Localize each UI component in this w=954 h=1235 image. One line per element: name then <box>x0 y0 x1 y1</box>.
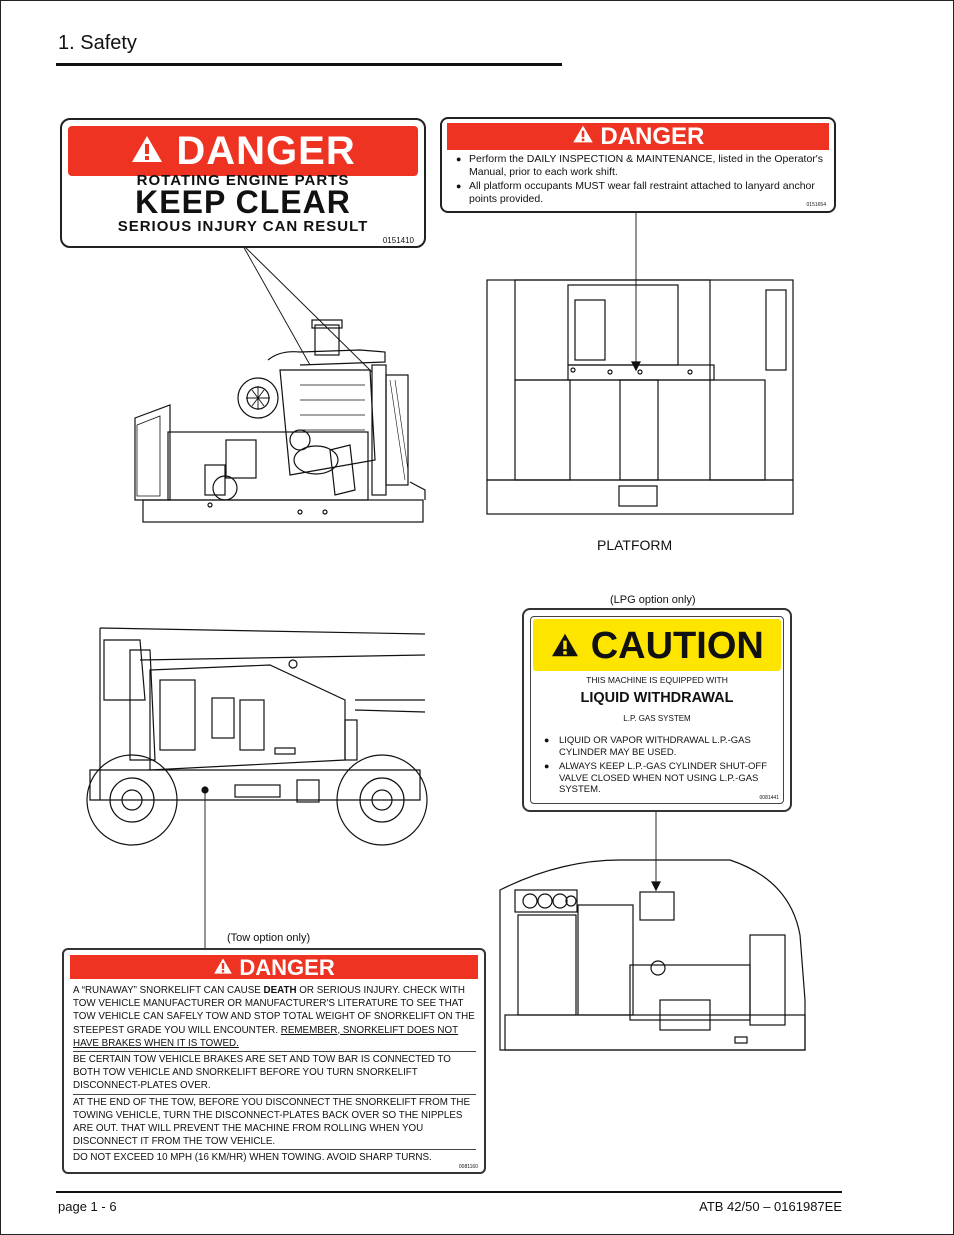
tow-danger-label <box>62 948 486 1174</box>
platform-caption: PLATFORM <box>597 537 673 553</box>
lpg-note: (LPG option only) <box>610 594 696 606</box>
paragraph-3: AT THE END OF THE TOW, BEFORE YOU DISCONNECT THE SNORKELIFT FROM THE TOWING VEHICLE, TURN THE DISCONNECT-PLATES BACK OVER SO THE NIPPLES ARE OUT. THAT WILL PREVENT THE MACHINE FROM ROLLING WHEN YOU DISCONNECT IT FROM THE TOW VEHICLE. <box>73 1094 476 1149</box>
label-line-3: SERIOUS INJURY CAN RESULT <box>117 218 369 235</box>
lpg-caution-label <box>522 608 792 812</box>
danger-header <box>447 123 829 150</box>
label-code: 0151654 <box>806 202 826 208</box>
label-code: 0151410 <box>382 236 414 245</box>
signal-word: CAUTION <box>590 625 764 667</box>
paragraph-2: BE CERTAIN TOW VEHICLE BRAKES ARE SET AND TOW BAR IS CONNECTED TO BOTH TOW VEHICLE AND SNORKELIFT BEFORE YOU TURN SNORKELIFT DISCONNECT-PLATES OVER. <box>73 1051 476 1093</box>
document-id: ATB 42/50 – 0161987EE <box>699 1199 842 1214</box>
danger-header <box>68 126 418 176</box>
caution-inner <box>530 616 784 804</box>
paragraph-4: DO NOT EXCEED 10 MPH (16 KM/HR) WHEN TOWING. AVOID SHARP TURNS. <box>73 1149 476 1164</box>
caution-line-3: L.P. GAS SYSTEM <box>623 714 691 723</box>
label-line-2: KEEP CLEAR <box>135 184 351 220</box>
platform-drawing <box>487 280 793 514</box>
caution-line-1: THIS MACHINE IS EQUIPPED WITH <box>586 675 728 685</box>
engine-drawing <box>135 320 425 522</box>
signal-word: DANGER <box>600 123 705 150</box>
warning-triangle-icon <box>213 955 233 980</box>
label-code: 0081160 <box>458 1164 478 1170</box>
paragraph-1 <box>73 984 476 1050</box>
platform-danger-label <box>440 117 836 213</box>
page-number: page 1 - 6 <box>58 1199 117 1214</box>
tow-note: (Tow option only) <box>227 932 311 944</box>
label-body <box>73 984 476 1166</box>
text-underlined: REMEMBER, SNORKELIFT DOES NOT HAVE BRAKES WHEN IT IS TOWED. <box>73 1024 459 1049</box>
bullet-item: ● ALWAYS KEEP L.P.-GAS CYLINDER SHUT-OFF VALVE CLOSED WHEN NOT USING L.P.-GAS SYSTEM. <box>559 761 775 796</box>
text-run: OR SERIOUS INJURY. CHECK WITH TOW VEHICLE MANUFACTURER OR MANUFACTURER'S LITERATURE TO SEE THAT TOW VEHICLE CAN SAFELY TOW AND STOP TOTAL WEIGHT OF SNORKELIFT ON THE STEEPEST GRADE YOU WILL ENCOUNTER. <box>73 985 475 1036</box>
engine-danger-label <box>60 118 426 248</box>
footer-rule <box>56 1191 842 1193</box>
caution-line-2: LIQUID WITHDRAWAL <box>580 690 734 706</box>
label-code: 0081441 <box>759 795 779 801</box>
text-bold: DEATH <box>263 985 297 996</box>
caution-header <box>533 619 781 671</box>
text-run: A “RUNAWAY” SNORKELIFT CAN CAUSE <box>73 985 264 996</box>
warning-triangle-icon <box>130 126 164 176</box>
signal-word: DANGER <box>239 955 335 980</box>
signal-word: DANGER <box>176 129 356 173</box>
warning-triangle-icon <box>550 619 580 673</box>
bullet-item: ● LIQUID OR VAPOR WITHDRAWAL L.P.-GAS CYLINDER MAY BE USED. <box>559 735 775 758</box>
lpg-drawing <box>500 860 805 1050</box>
label-line-1: ROTATING ENGINE PARTS <box>136 172 350 189</box>
warning-triangle-icon <box>572 123 594 151</box>
label-body <box>456 153 826 207</box>
page-title: 1. Safety <box>58 32 137 54</box>
danger-header <box>70 955 478 979</box>
bullet-item: ● Perform the DAILY INSPECTION & MAINTENANCE, listed in the Operator's Manual, prior to each work shift. <box>456 153 826 178</box>
chassis-drawing <box>87 628 427 845</box>
bullet-item: ● All platform occupants MUST wear fall restraint attached to lanyard anchor points provided. <box>456 180 826 205</box>
